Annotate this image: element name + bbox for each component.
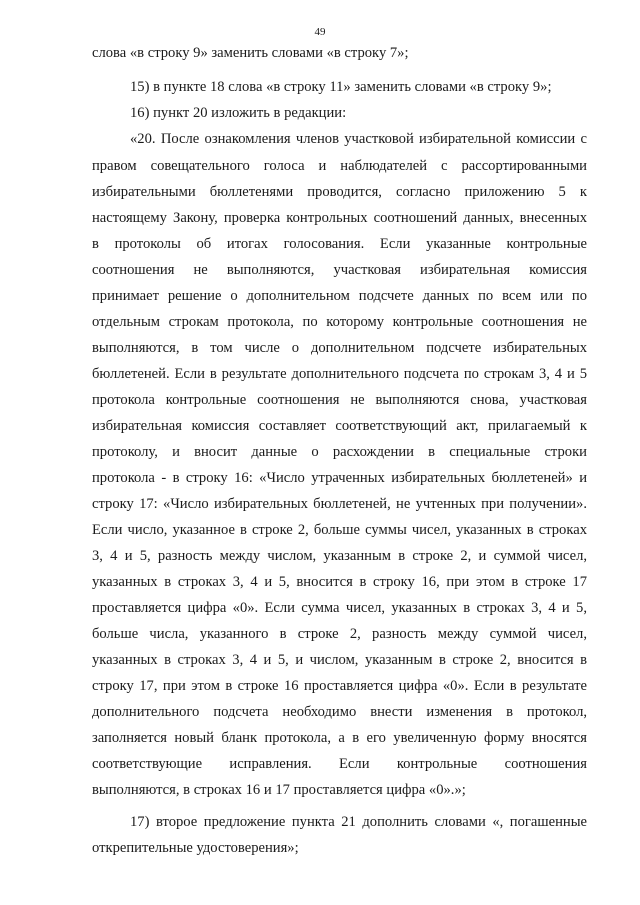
text-line: дополнительного подсчета необходимо внести изменения в протокол, (92, 704, 587, 720)
text-line: избирательными бюллетенями проводится, согласно приложению 5 к (92, 184, 587, 200)
text-line: протокола контрольные соотношения не выполняются снова, участковая (92, 392, 587, 408)
text-line: указанных в строках 3, 4 и 5, и числом, указанным в строке 2, вносится в (92, 652, 587, 668)
text-line: «20. После ознакомления членов участковой избирательной комиссии с (130, 131, 587, 147)
text-line: указанных в строках 3, 4 и 5, вносится в строку 16, при этом в строке 17 (92, 574, 587, 590)
text-line: соответствующие исправления. Если контрольные соотношения (92, 756, 587, 772)
text-line: правом совещательного голоса и наблюдателей с рассортированными (92, 158, 587, 174)
text-line: строку 17: «Число избирательных бюллетеней, не учтенных при получении». (92, 496, 587, 512)
text-line: заполняется новый бланк протокола, а в его увеличенную форму вносятся (92, 730, 587, 746)
page-number: 49 (314, 26, 326, 38)
text-line: открепительные удостоверения»; (92, 840, 299, 856)
text-line: 3, 4 и 5, разность между числом, указанным в строке 2, и суммой чисел, (92, 548, 587, 564)
text-line: протоколу, и вносит данные о расхождении в специальные строки (92, 444, 587, 460)
text-line: строку 17, при этом в строке 16 проставляется цифра «0». Если в результате (92, 678, 587, 694)
text-line: избирательная комиссия составляет соответствующий акт, прилагаемый к (92, 418, 587, 434)
text-line: протокола - в строку 16: «Число утраченных избирательных бюллетеней» и (92, 470, 587, 486)
text-line: выполняются, в строках 16 и 17 проставляется цифра «0».»; (92, 782, 466, 798)
text-line: Если число, указанное в строке 2, больше суммы чисел, указанных в строках (92, 522, 587, 538)
text-line: в протоколы об итогах голосования. Если указанные контрольные (92, 236, 587, 252)
text-line: проставляется цифра «0». Если сумма чисел, указанных в строках 3, 4 и 5, (92, 600, 587, 616)
text-line: соотношения не выполняются, участковая избирательная комиссия (92, 262, 587, 278)
text-line: 17) второе предложение пункта 21 дополнить словами «, погашенные (130, 814, 587, 830)
text-line: 15) в пункте 18 слова «в строку 11» заменить словами «в строку 9»; (130, 79, 552, 95)
text-line: настоящему Закону, проверка контрольных соотношений данных, внесенных (92, 210, 587, 226)
text-line: 16) пункт 20 изложить в редакции: (130, 105, 347, 121)
text-line: слова «в строку 9» заменить словами «в строку 7»; (92, 45, 409, 61)
text-line: бюллетеней. Если в результате дополнительного подсчета по строкам 3, 4 и 5 (92, 366, 587, 382)
text-line: больше числа, указанного в строке 2, разность между суммой чисел, (92, 626, 587, 642)
text-line: выполняются, в том числе о дополнительном подсчете избирательных (92, 340, 587, 356)
text-line: отдельным строкам протокола, по которому контрольные соотношения не (92, 314, 587, 330)
text-line: принимает решение о дополнительном подсчете данных по всем или по (92, 288, 587, 304)
